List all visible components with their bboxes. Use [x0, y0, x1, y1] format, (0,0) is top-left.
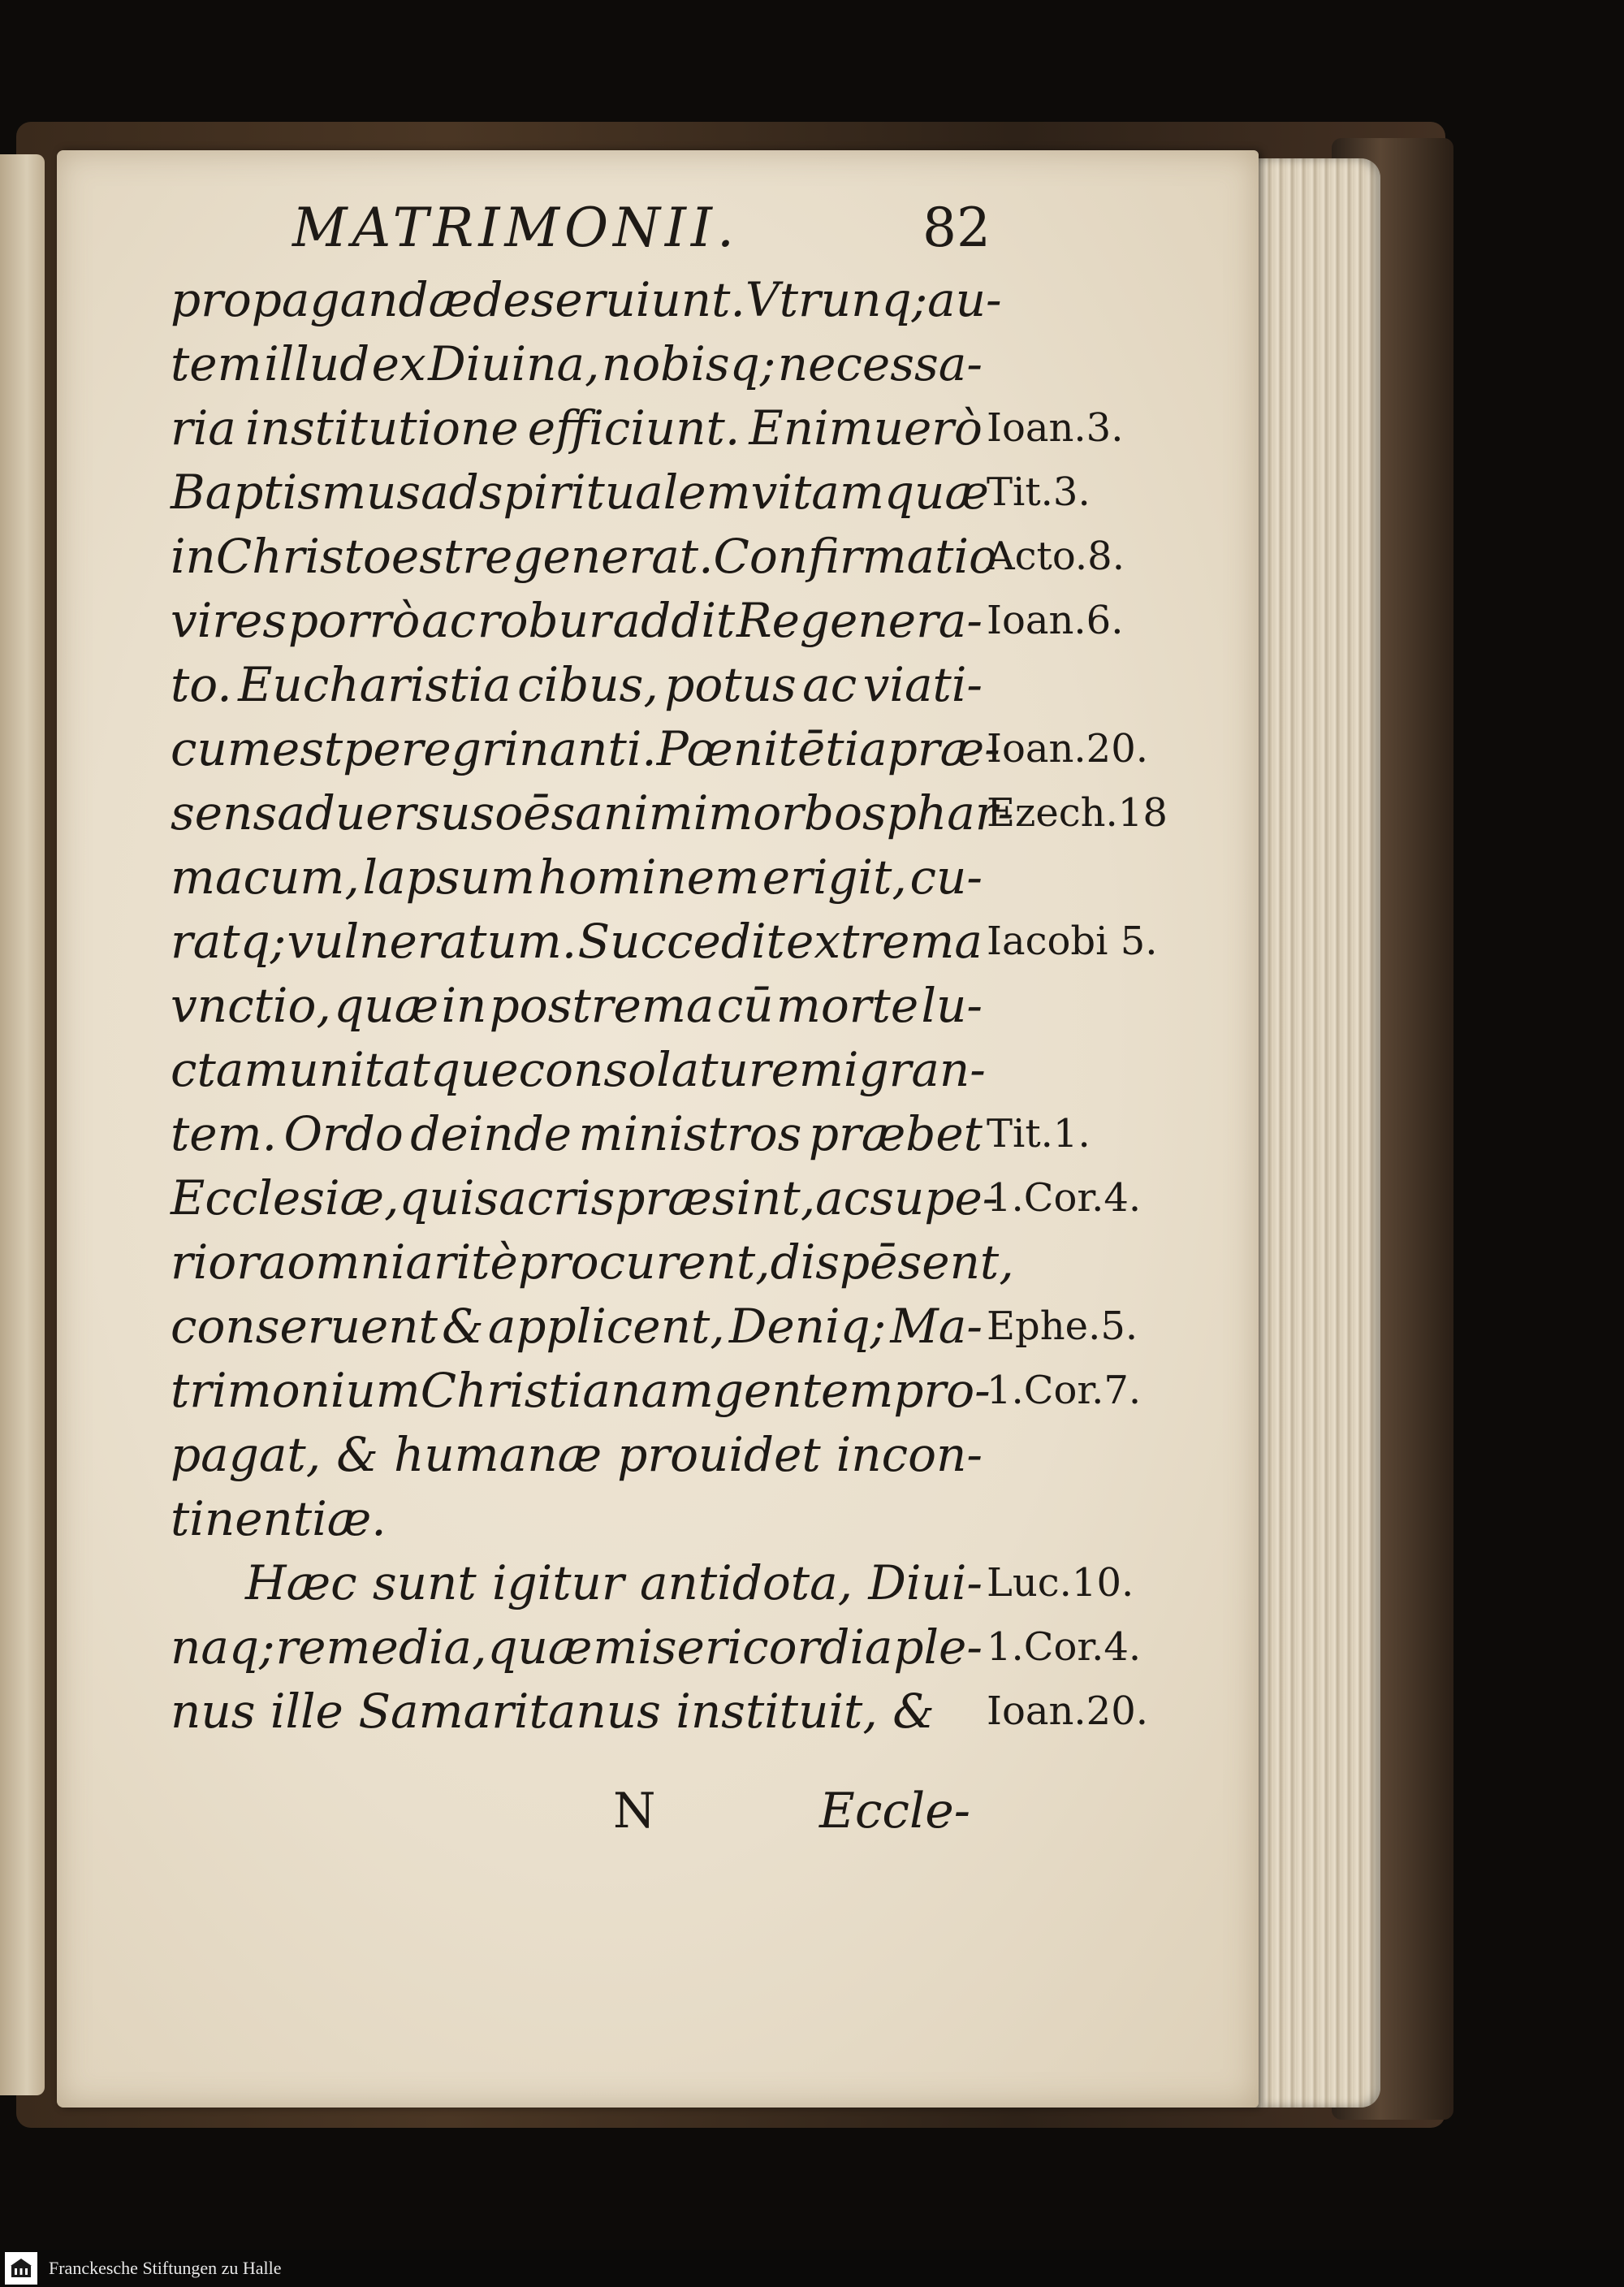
text-line: to. Eucharistia cibus, potus ac viati-	[171, 657, 983, 712]
running-head-title: MATRIMONII.	[292, 196, 739, 259]
marginal-note: Iacobi 5.	[987, 919, 1158, 964]
text-line: naq; remedia, quæ misericordia ple-	[171, 1619, 983, 1675]
marginal-note: Acto.8.	[987, 534, 1125, 579]
marginal-note: Ioan.3.	[987, 405, 1124, 451]
text-line: ratq; vulneratum. Succedit extrema	[171, 914, 983, 969]
text-line: riora omnia ritè procurent, dispēsent,	[171, 1234, 1014, 1290]
text-line: ctamunit atque consolatur emigran-	[171, 1042, 986, 1097]
text-line: tinentiæ.	[171, 1491, 387, 1546]
text-line: Baptismus ad spiritualem vitam quæ	[171, 465, 989, 520]
show-through-text	[162, 1787, 357, 1835]
marginal-note: Tit.3.	[987, 469, 1091, 515]
text-line: nus ille Samaritanus instituit, &	[171, 1684, 935, 1739]
main-text	[171, 268, 1014, 1744]
text-line: conseruent & applicent, Deniq; Ma-	[171, 1299, 983, 1354]
catchword: Eccle-	[819, 1783, 970, 1840]
marginal-note: Ezech.18	[987, 790, 1168, 836]
viewer-footer-bar	[0, 2250, 1624, 2287]
signature-mark: N	[613, 1783, 656, 1840]
text-line: vnctio, quæ in postrema cū morte lu-	[171, 978, 983, 1033]
text-line: Ecclesiæ, qui sacris præsint, ac supe-	[171, 1170, 999, 1226]
text-line: sens aduersus oēs animi morbos phar-	[171, 785, 1014, 841]
text-line: ria institutione efficiunt. Enimuerò	[171, 400, 983, 456]
marginal-note: 1.Cor.4.	[987, 1175, 1142, 1221]
text-line: tem. Ordo deinde ministros præbet	[171, 1106, 983, 1161]
page-edges	[1250, 158, 1380, 2108]
text-line: pagat, & humanæ prouidet incon-	[171, 1427, 983, 1482]
text-line: cum est peregrinanti. Pœnitētia præ-	[171, 721, 1000, 776]
text-line: tem illud ex Diuina, nobisq; necessa-	[171, 336, 983, 391]
running-head	[292, 191, 991, 264]
marginal-note: Luc.10.	[987, 1560, 1134, 1606]
text-line: trimonium Christianam gentem pro-	[171, 1363, 991, 1418]
text-line: in Christo est regenerat. Confirmatio	[171, 529, 997, 584]
marginal-note: Ioan.20.	[987, 726, 1148, 772]
text-line: Hæc sunt igitur antidota, Diui-	[245, 1555, 983, 1610]
text-line: macum, lapsum hominem erigit, cu-	[171, 850, 983, 905]
page-number: 82	[922, 196, 991, 259]
text-line: vires porrò ac robur addit Regenera-	[171, 593, 983, 648]
institution-name: Franckesche Stiftungen zu Halle	[49, 2258, 282, 2278]
facing-page-edge	[0, 154, 45, 2095]
marginal-note: Ioan.6.	[987, 598, 1124, 643]
marginal-note: Ioan.20.	[987, 1688, 1148, 1734]
marginal-note: Tit.1.	[987, 1111, 1091, 1156]
page-footer	[613, 1783, 970, 1848]
institution-logo-icon	[5, 2252, 37, 2285]
marginal-note: 1.Cor.4.	[987, 1624, 1142, 1670]
text-line: propagandæ deseruiunt. Vtrunq; au-	[171, 272, 1002, 327]
marginal-note: 1.Cor.7.	[987, 1368, 1142, 1413]
marginal-note: Ephe.5.	[987, 1303, 1138, 1349]
